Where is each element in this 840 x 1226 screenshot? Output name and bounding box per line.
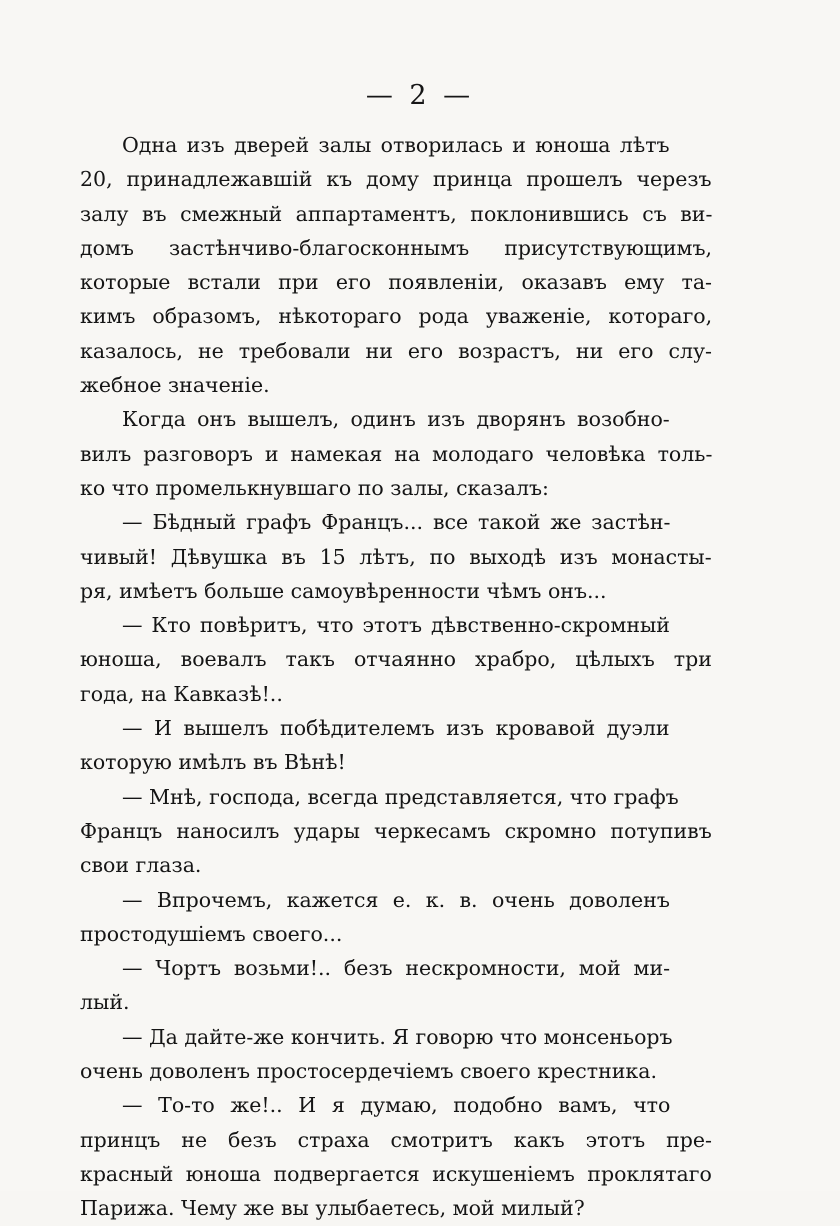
- text-line: жебное значеніе.: [80, 373, 270, 398]
- text-line: — И вышелъ побѣдителемъ изъ кровавой дуэли: [122, 716, 670, 741]
- text-line: юноша, воевалъ такъ отчаянно храбро, цѣлыхъ три: [80, 647, 712, 672]
- text-line: — Бѣдный графъ Францъ... все такой же застѣн-: [122, 510, 671, 535]
- text-line: — Чортъ возьми!.. безъ нескромности, мой ми-: [122, 956, 671, 981]
- text-line: простодушіемъ своего...: [80, 921, 343, 946]
- text-line: очень доволенъ простосердечіемъ своего крестника.: [80, 1059, 657, 1084]
- body-text: [80, 128, 712, 1226]
- paragraph: [80, 951, 712, 1020]
- paragraph: [80, 780, 712, 883]
- text-line: года, на Кавказѣ!..: [80, 681, 283, 706]
- text-line: Одна изъ дверей залы отворилась и юноша лѣтъ: [122, 133, 670, 157]
- paragraph: [80, 883, 712, 952]
- text-line: Когда онъ вышелъ, одинъ изъ дворянъ возобно-: [122, 407, 670, 432]
- paragraph: [80, 1088, 712, 1225]
- paragraph: [80, 505, 712, 608]
- text-line: ко что промелькнувшаго по залы, сказалъ:: [80, 475, 549, 500]
- text-line: ря, имѣетъ больше самоувѣренности чѣмъ онъ...: [80, 578, 607, 603]
- text-line: красный юноша подвергается искушеніемъ проклятаго: [80, 1161, 712, 1186]
- text-line: — Да дайте-же кончить. Я говорю что монсеньоръ: [122, 1024, 673, 1049]
- text-line: Францъ наносилъ удары черкесамъ скромно потупивъ: [80, 818, 712, 843]
- text-line: домъ застѣнчиво-благосконнымъ присутствующимъ,: [80, 235, 713, 260]
- text-line: которую имѣлъ въ Вѣнѣ!: [80, 750, 346, 775]
- text-line: — Мнѣ, господа, всегда представляется, что графъ: [122, 784, 679, 809]
- text-line: вилъ разговоръ и намекая на молодаго человѣка толь-: [80, 441, 713, 466]
- text-line: принцъ не безъ страха смотритъ какъ этотъ пре-: [80, 1127, 712, 1152]
- text-line: 20, принадлежавшій къ дому принца прошелъ черезъ: [80, 167, 712, 192]
- text-line: — Впрочемъ, кажется е. к. в. очень доволенъ: [122, 887, 670, 912]
- text-line: чивый! Дѣвушка въ 15 лѣтъ, по выходѣ изъ монасты-: [80, 544, 712, 569]
- text-line: — Кто повѣритъ, что этотъ дѣвственно-скромный: [122, 613, 670, 638]
- text-line: кимъ образомъ, нѣкотораго рода уваженіе, котораго,: [80, 304, 713, 329]
- text-line: залу въ смежный аппартаментъ, поклонившись съ ви-: [80, 201, 713, 226]
- paragraph: [80, 402, 712, 505]
- text-line: лый.: [80, 990, 130, 1015]
- text-line: — То-то же!.. И я думаю, подобно вамъ, что: [122, 1093, 671, 1118]
- text-line: которые встали при его появленіи, оказавъ ему та-: [80, 270, 712, 295]
- paragraph: [80, 128, 712, 402]
- paragraph: [80, 1020, 712, 1089]
- paragraph: [80, 608, 712, 711]
- text-line: казалось, не требовали ни его возрастъ, ни его слу-: [80, 338, 712, 363]
- text-line: свои глаза.: [80, 853, 202, 878]
- text-line: Парижа. Чему же вы улыбаетесь, мой милый?: [80, 1196, 585, 1221]
- page-number: — 2 —: [365, 80, 475, 111]
- paragraph: [80, 711, 712, 780]
